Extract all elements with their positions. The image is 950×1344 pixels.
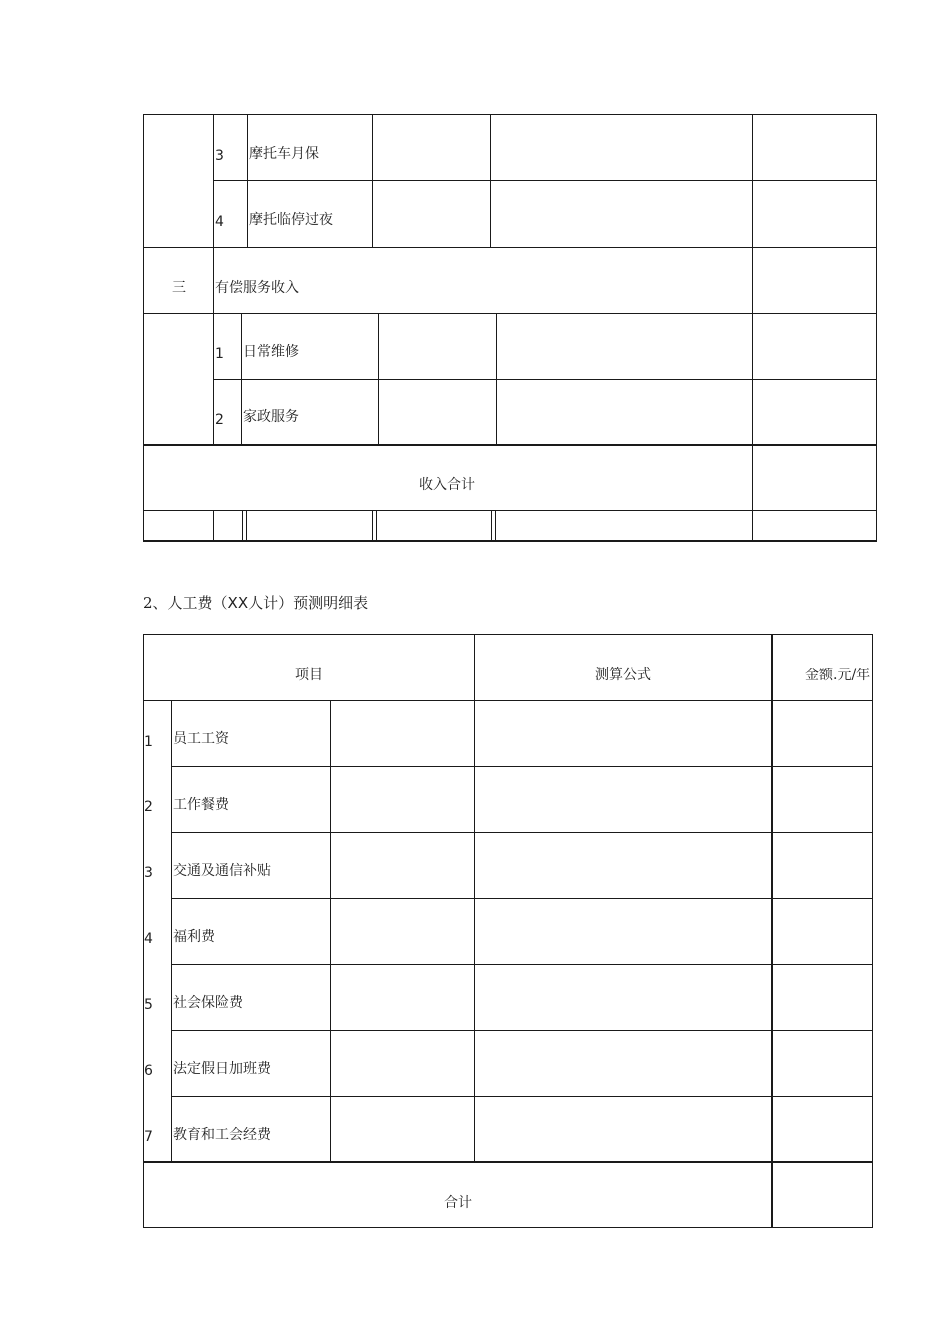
income-table bbox=[0, 0, 950, 560]
header-amount: 金额.元/年 bbox=[805, 668, 871, 682]
row-label: 工作餐费 bbox=[173, 797, 229, 813]
row-number: 7 bbox=[144, 1129, 153, 1145]
section-number: 三 bbox=[172, 280, 186, 296]
row-number: 2 bbox=[215, 412, 224, 428]
header-formula: 测算公式 bbox=[595, 667, 651, 683]
labor-total-label: 合计 bbox=[444, 1195, 472, 1211]
heading-count: XX bbox=[227, 594, 249, 612]
row-number: 2 bbox=[144, 799, 153, 815]
row-label: 社会保险费 bbox=[173, 995, 243, 1011]
row-number: 4 bbox=[144, 931, 153, 947]
row-number: 3 bbox=[215, 148, 224, 164]
row-label: 法定假日加班费 bbox=[173, 1061, 271, 1077]
row-label: 员工工资 bbox=[173, 731, 229, 747]
row-label: 教育和工会经费 bbox=[173, 1127, 271, 1143]
row-label: 福利费 bbox=[173, 929, 215, 945]
labor-cost-table bbox=[0, 600, 950, 1260]
row-label: 家政服务 bbox=[243, 409, 299, 425]
heading-suffix: 人计）预测明细表 bbox=[248, 594, 369, 612]
row-number: 3 bbox=[144, 865, 153, 881]
row-number: 5 bbox=[144, 997, 153, 1013]
row-label: 日常维修 bbox=[243, 344, 299, 360]
row-number: 1 bbox=[215, 346, 224, 362]
row-label: 交通及通信补贴 bbox=[173, 863, 271, 879]
row-number: 1 bbox=[144, 734, 153, 750]
row-label: 摩托车月保 bbox=[249, 146, 319, 162]
row-number: 4 bbox=[215, 214, 224, 230]
heading-prefix: 2、人工费（ bbox=[143, 594, 228, 612]
income-total-label: 收入合计 bbox=[419, 477, 475, 493]
section-label: 有偿服务收入 bbox=[215, 280, 299, 296]
header-item: 项目 bbox=[295, 667, 323, 683]
row-number: 6 bbox=[144, 1063, 153, 1079]
row-label: 摩托临停过夜 bbox=[249, 212, 333, 228]
